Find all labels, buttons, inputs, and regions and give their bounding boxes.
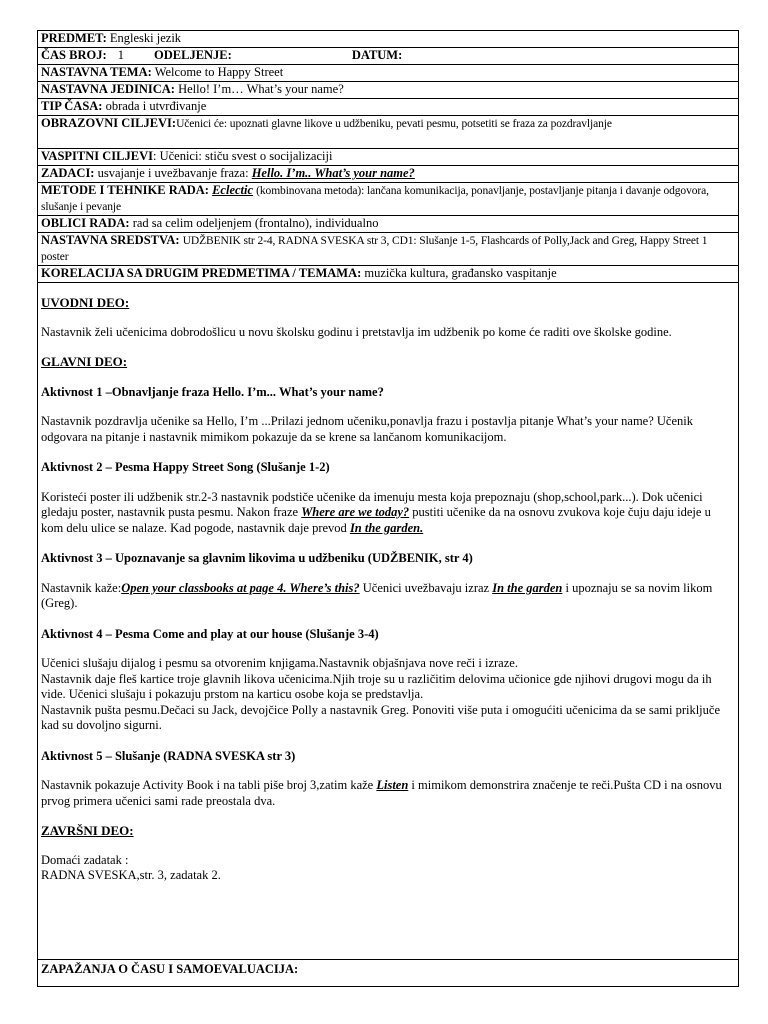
row-korelacija: [38, 266, 738, 283]
oblici-value: rad sa celim odeljenjem (frontalno), individualno: [132, 216, 379, 230]
aktivnost-1-text: Nastavnik pozdravlja učenike sa Hello, I’m ...Prilazi jednom učeniku,ponavlja frazu i postavlja pitanje What’s your name? Učenik odgovara na pitanje i nastavnik mimikom pokazuje da se krene sa lančanom komunikacijom.: [41, 414, 693, 444]
aktivnost-4-title: Aktivnost 4 – Pesma Come and play at our house (Slušanje 3-4): [41, 626, 379, 641]
aktivnost-3-phrase1: Open your classbooks at page 4. Where’s this?: [121, 580, 360, 595]
row-tema: [38, 65, 738, 82]
tema-value: Welcome to Happy Street: [154, 65, 284, 79]
aktivnost-5-phrase: Listen: [376, 778, 409, 792]
metode-label: METODE I TEHNIKE RADA:: [41, 183, 209, 197]
jedinica-value: Hello! I’m… What’s your name?: [178, 82, 344, 96]
uvodni-deo-title: UVODNI DEO:: [41, 295, 130, 310]
aktivnost-2-phrase2: In the garden.: [349, 520, 424, 535]
row-predmet: [38, 31, 738, 48]
uvodni-deo-text: Nastavnik želi učenicima dobrodošlicu u novu školsku godinu i pretstavlja im udžbenik po kome će raditi ove školske godine.: [41, 324, 672, 339]
row-metode: [38, 183, 738, 216]
aktivnost-5-title: Aktivnost 5 – Slušanje (RADNA SVESKA str 3): [41, 748, 296, 763]
aktivnost-2-text: [41, 490, 735, 537]
vaspitni-label: VASPITNI CILJEVI: [41, 149, 153, 163]
row-zapazanja: [38, 960, 738, 986]
aktivnost-3-part3: i upoznaju se sa novim likom (Greg).: [41, 580, 713, 610]
domaci-zadatak-value: RADNA SVESKA,str. 3, zadatak 2.: [41, 868, 221, 882]
aktivnost-4-para3: Nastavnik pušta pesmu.Dečaci su Jack, devojčice Polly a nastavnik Greg. Ponoviti više puta i omogućiti učenicima da se sami priključe kad su dovoljno sigurni.: [41, 702, 720, 732]
aktivnost-5-part2: i mimikom demonstrira značenje te reči.Pušta CD i na osnovu prvog primera učenici sami rade preostala dva.: [41, 778, 722, 808]
domaci-zadatak-label: Domaći zadatak :: [41, 852, 129, 867]
cas-value: 1: [117, 48, 125, 62]
aktivnost-2-title: Aktivnost 2 – Pesma Happy Street Song (Slušanje 1-2): [41, 460, 330, 474]
jedinica-label: NASTAVNA JEDINICA:: [41, 82, 175, 96]
vaspitni-value: : Učenici: stiču svest o socijalizaciji: [152, 149, 333, 163]
tip-value: obrada i utvrđivanje: [105, 99, 207, 113]
zadaci-label: ZADACI:: [41, 166, 95, 180]
row-cas: [38, 48, 738, 65]
aktivnost-5-text: [41, 778, 735, 809]
predmet-label: PREDMET:: [41, 31, 107, 45]
korelacija-label: KORELACIJA SA DRUGIM PREDMETIMA / TEMAMA:: [41, 266, 362, 280]
row-obrazovni: [38, 116, 738, 149]
aktivnost-3-title: Aktivnost 3 – Upoznavanje sa glavnim likovima u udžbeniku (UDŽBENIK, str 4): [41, 551, 473, 565]
metode-eclectic: Eclectic: [212, 183, 254, 197]
odeljenje-label: ODELJENJE:: [154, 48, 232, 62]
metode-value: (kombinovana metoda): lančana komunikacija, ponavljanje, postavljanje pitanja i davanje odgovora, slušanje i pevanje: [41, 185, 709, 213]
zadaci-phrase: Hello. I’m.. What’s your name?: [251, 166, 415, 180]
cas-label: ČAS BROJ:: [41, 48, 107, 62]
predmet-value: Engleski jezik: [109, 31, 182, 45]
row-zadaci: [38, 166, 738, 183]
obrazovni-value: Učenici će: upoznati glavne likove u udžbeniku, pevati pesmu, potsetiti se fraza za pozdravljanje: [176, 118, 612, 130]
aktivnost-3-part2: Učenici uvežbavaju izraz: [362, 580, 490, 595]
datum-label: DATUM:: [351, 48, 403, 62]
aktivnost-3-part1: Nastavnik kaže:: [41, 580, 122, 595]
aktivnost-3-text: [41, 581, 735, 612]
row-oblici: [38, 216, 738, 233]
zapazanja-label: ZAPAŽANJA O ČASU I SAMOEVALUACIJA:: [41, 962, 299, 976]
aktivnost-2-phrase1: Where are we today?: [301, 505, 410, 519]
korelacija-value: muzička kultura, građansko vaspitanje: [364, 266, 557, 280]
sredstva-label: NASTAVNA SREDSTVA:: [41, 233, 180, 247]
lesson-body: [38, 283, 738, 960]
row-vaspitni: [38, 149, 738, 166]
aktivnost-2-part1: Koristeći poster ili udžbenik str.2-3 nastavnik podstiče učenike da imenuju mesta koja prepoznaju (shop,school,park...). Dok učenici gledaju poster, nastavnik pusta pesmu. Nakon fraze: [41, 489, 703, 519]
zadaci-value: usvajanje i uvežbavanje fraza:: [97, 166, 249, 180]
tip-label: TIP ČASA:: [41, 99, 103, 113]
aktivnost-4-para2: Nastavnik daje fleš kartice troje glavnih likova učenicima.Njih troje su u različitim delovima učionice gde njihovi drugovi mogu da ih vide. Učenici slušaju i pokazuju prstom na karticu osobe koja se predstavlja.: [41, 671, 712, 701]
row-sredstva: [38, 233, 738, 266]
aktivnost-4-para1: Učenici slušaju dijalog i pesmu sa otvorenim knjigama.Nastavnik objašnjava nove reči i izraze.: [41, 656, 518, 670]
tema-label: NASTAVNA TEMA:: [41, 65, 152, 79]
row-tip: [38, 99, 738, 116]
obrazovni-label: OBRAZOVNI CILJEVI:: [41, 116, 177, 130]
aktivnost-3-phrase2: In the garden: [492, 580, 563, 595]
aktivnost-2-part2: pustiti učenike da na osnovu zvukova koje čuju daju ideje u kom delu ulice se nalaze. Kad pogode, nastavnik daje prevod: [41, 505, 711, 535]
aktivnost-5-part1: Nastavnik pokazuje Activity Book i na tabli piše broj 3,zatim kaže: [41, 778, 374, 792]
glavni-deo-title: GLAVNI DEO:: [41, 354, 128, 369]
sredstva-value: UDŽBENIK str 2-4, RADNA SVESKA str 3, CD1: Slušanje 1-5, Flashcards of Polly,Jack and Greg, Happy Street 1 poster: [41, 235, 708, 263]
zavrsni-deo-title: ZAVRŠNI DEO:: [41, 823, 134, 838]
aktivnost-1-title: Aktivnost 1 –Obnavljanje fraza Hello. I’m... What’s your name?: [41, 384, 384, 399]
oblici-label: OBLICI RADA:: [41, 216, 130, 230]
lesson-plan-table: [37, 30, 739, 987]
row-jedinica: [38, 82, 738, 99]
